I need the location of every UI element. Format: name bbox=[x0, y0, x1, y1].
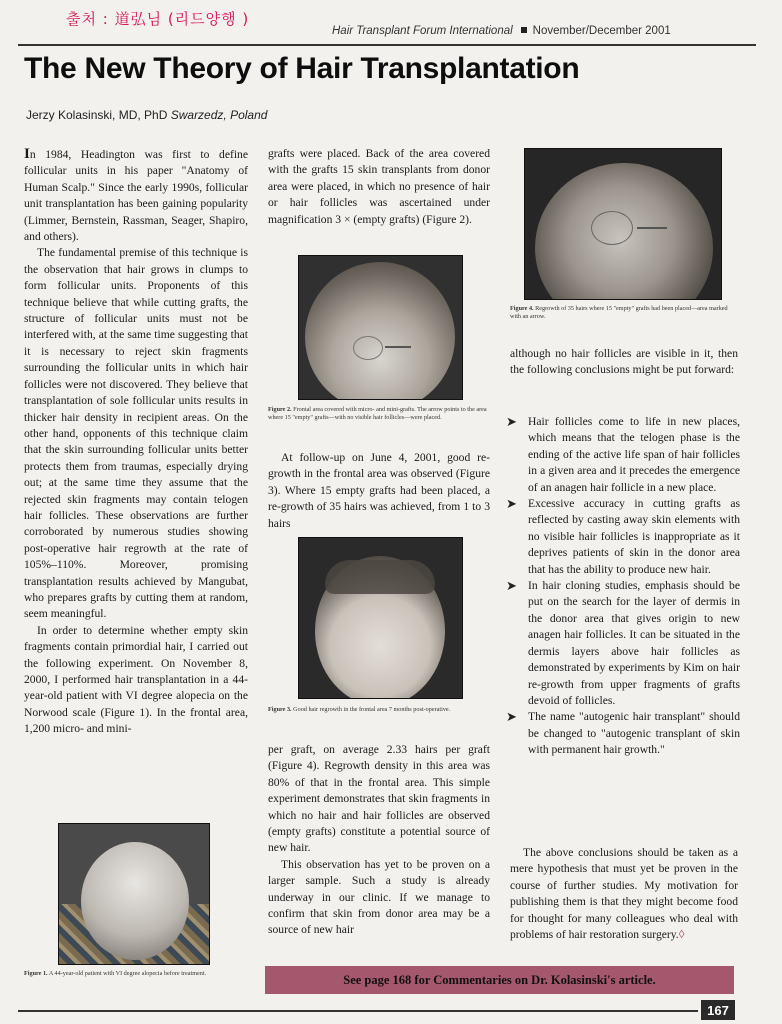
marked-circle bbox=[353, 336, 383, 360]
caption-text: Regrowth of 35 hairs where 15 "empty" grafts had been placed—area marked with an arrow. bbox=[510, 305, 728, 320]
column-1 bbox=[24, 146, 248, 738]
footer-rule bbox=[18, 1010, 698, 1012]
author-name: Jerzy Kolasinski, MD, PhD bbox=[26, 108, 168, 122]
hairline bbox=[325, 560, 435, 594]
paragraph-text: The above conclusions should be taken as a mere hypothesis that must yet be proven in the course of further studies. My motivation for publishing them is that they might become food for thought for many colleagues who deal with problems of hair restoration surgery. bbox=[510, 846, 738, 942]
figure-2-caption bbox=[268, 406, 490, 422]
author-location: Swarzedz, Poland bbox=[170, 108, 268, 122]
column-2-top bbox=[268, 146, 490, 228]
source-stamp: 출처 : 道弘님 (리드양행 ) bbox=[66, 10, 250, 28]
article-title: The New Theory of Hair Transplantation bbox=[24, 52, 580, 85]
column-2-bottom bbox=[268, 742, 490, 939]
caption-label: Figure 4. bbox=[510, 305, 534, 312]
figure-4-photo bbox=[524, 148, 722, 300]
figure-1-photo bbox=[58, 823, 210, 965]
arrow-bullet-icon: ➤ bbox=[506, 414, 517, 429]
paragraph: The fundamental premise of this technique is the observation that hair grows in clumps to form follicular units. Proponents of this technique believe that while cutting grafts, the structure of follicular units must not be interfered with, at the same time suggesting that it is necessary to reject skin fragments surrounding the follicular units in which hair follicles were not discovered. They believe that transplantation of sole follicular units results in thicker hair density in recipient areas. On the other hand, opponents of this technique claim that the skin surrounding follicular units better protects them from traumas, especially drying out; at the same time they assume that the rejected skin fragments may contain telogen hair follicles. These observations are further corroborated by numerous studies showing post-operative hair regrowth at the rate of 105%–110%. Moreover, promising transplantation results achieved by Mangubat, who prepares grafts by cutting them at random, seem meaningful. bbox=[24, 246, 248, 621]
header-rule bbox=[18, 44, 756, 46]
conclusions-list bbox=[506, 414, 740, 759]
figure-3-caption bbox=[268, 706, 490, 714]
journal-name: Hair Transplant Forum International bbox=[332, 25, 513, 37]
caption-label: Figure 3. bbox=[268, 706, 292, 713]
author-line bbox=[26, 108, 267, 122]
paragraph: although no hair follicles are visible in it, then the following conclusions might be put forward: bbox=[510, 347, 738, 377]
arrow-bullet-icon: ➤ bbox=[506, 709, 517, 725]
paragraph bbox=[24, 146, 248, 245]
paragraph bbox=[510, 845, 738, 943]
page-number: 167 bbox=[701, 1000, 735, 1020]
square-bullet-icon bbox=[521, 27, 527, 33]
marked-circle bbox=[591, 211, 633, 245]
column-2-middle bbox=[268, 450, 490, 532]
paragraph: grafts were placed. Back of the area covered with the grafts 15 skin transplants from donor area were placed, in which no presence of hair or hair follicles was ascertained under magnification 3 × (empty grafts) (Figure 2). bbox=[268, 147, 490, 226]
list-item bbox=[506, 496, 740, 578]
list-item-text: Excessive accuracy in cutting grafts as reflected by casting away skin elements with no visible hair follicles is inappropriate as it deprives patients of skin in the donor area that has the ability to produce new hair. bbox=[528, 497, 740, 576]
figure-3-photo bbox=[298, 537, 463, 699]
list-item-text: Hair follicles come to life in new places, which means that the telogen phase is the ending of the active life span of hair follicles in a given area and it precedes the emergence of an anagen hair follicle in a new place. bbox=[528, 415, 740, 494]
paragraph: In order to determine whether empty skin fragments contain primordial hair, I carried out the following experiment. On November 8, 2000, I performed hair transplantation in a 44-year-old patient with VI degree alopecia on the Norwood scale (Figure 1). In the frontal area, 1,200 micro- and mini- bbox=[24, 623, 248, 736]
list-item bbox=[506, 414, 740, 496]
column-3-intro bbox=[510, 346, 738, 379]
list-item bbox=[506, 709, 740, 758]
figure-1-caption bbox=[24, 970, 234, 978]
paragraph-text: n 1984, Headington was first to define follicular units in his paper "Anatomy of Human Scalp." Since the early 1990s, follicular unit transplantation has been gaining popularity (Limmer, Bernstein, Rassman, Seager, Shapiro, and others). bbox=[24, 148, 248, 244]
caption-text: A 44-year-old patient with VI degree alopecia before treatment. bbox=[48, 970, 207, 977]
paragraph: At follow-up on June 4, 2001, good re-growth in the frontal area was observed (Figure 3). Where 15 empty grafts had been placed, a re-growth of 35 hairs was achieved, from 1 to 3 hairs bbox=[268, 451, 490, 530]
journal-header bbox=[332, 25, 671, 37]
caption-label: Figure 1. bbox=[24, 970, 48, 977]
journal-date: November/December 2001 bbox=[532, 25, 671, 37]
caption-text: Frontal area covered with micro- and mini-grafts. The arrow points to the area where 15 "empty" grafts—with no visible hair follicles—were placed. bbox=[268, 406, 487, 421]
bald-head bbox=[81, 842, 189, 960]
paragraph: This observation has yet to be proven on a larger sample. Such a study is already underway in our clinic. If we manage to confirm that skin from donor area may be a source of new hair bbox=[268, 857, 490, 937]
end-mark-icon: ◊ bbox=[678, 928, 685, 942]
commentary-banner[interactable] bbox=[265, 966, 734, 994]
commentary-link[interactable]: See page 168 for Commentaries on Dr. Kolasinski's article. bbox=[343, 972, 656, 987]
list-item-text: In hair cloning studies, emphasis should be put on the search for the layer of dermis in the donor area that gives origin to new anagen hair follicles. It can be situated in the dermis layers above hair follicles as demonstrated by experiments by Kim on hair re-growth from upper fragments of grafts devoid of follicles. bbox=[528, 579, 740, 707]
arrow-icon bbox=[385, 346, 411, 348]
arrow-bullet-icon: ➤ bbox=[506, 578, 517, 594]
caption-label: Figure 2. bbox=[268, 406, 292, 413]
arrow-bullet-icon: ➤ bbox=[506, 496, 517, 512]
figure-2-photo bbox=[298, 255, 463, 400]
list-item bbox=[506, 578, 740, 709]
list-item-text: The name "autogenic hair transplant" should be changed to "autogenic transplant of skin with permanent hair growth." bbox=[528, 710, 740, 757]
paragraph: per graft, on average 2.33 hairs per graft (Figure 4). Regrowth density in this area was 80% of that in the frontal area. This simple experiment demonstrates that skin fragments in which no hair and hair follicles are observed (empty grafts) constitute a potential source of new hair. bbox=[268, 743, 490, 855]
caption-text: Good hair regrowth in the frontal area 7 months post-operative. bbox=[293, 706, 451, 713]
figure-4-caption bbox=[510, 305, 738, 321]
arrow-icon bbox=[637, 227, 667, 229]
drop-cap: I bbox=[24, 146, 30, 162]
grafted-scalp bbox=[305, 262, 455, 400]
column-3-closing bbox=[510, 845, 738, 943]
